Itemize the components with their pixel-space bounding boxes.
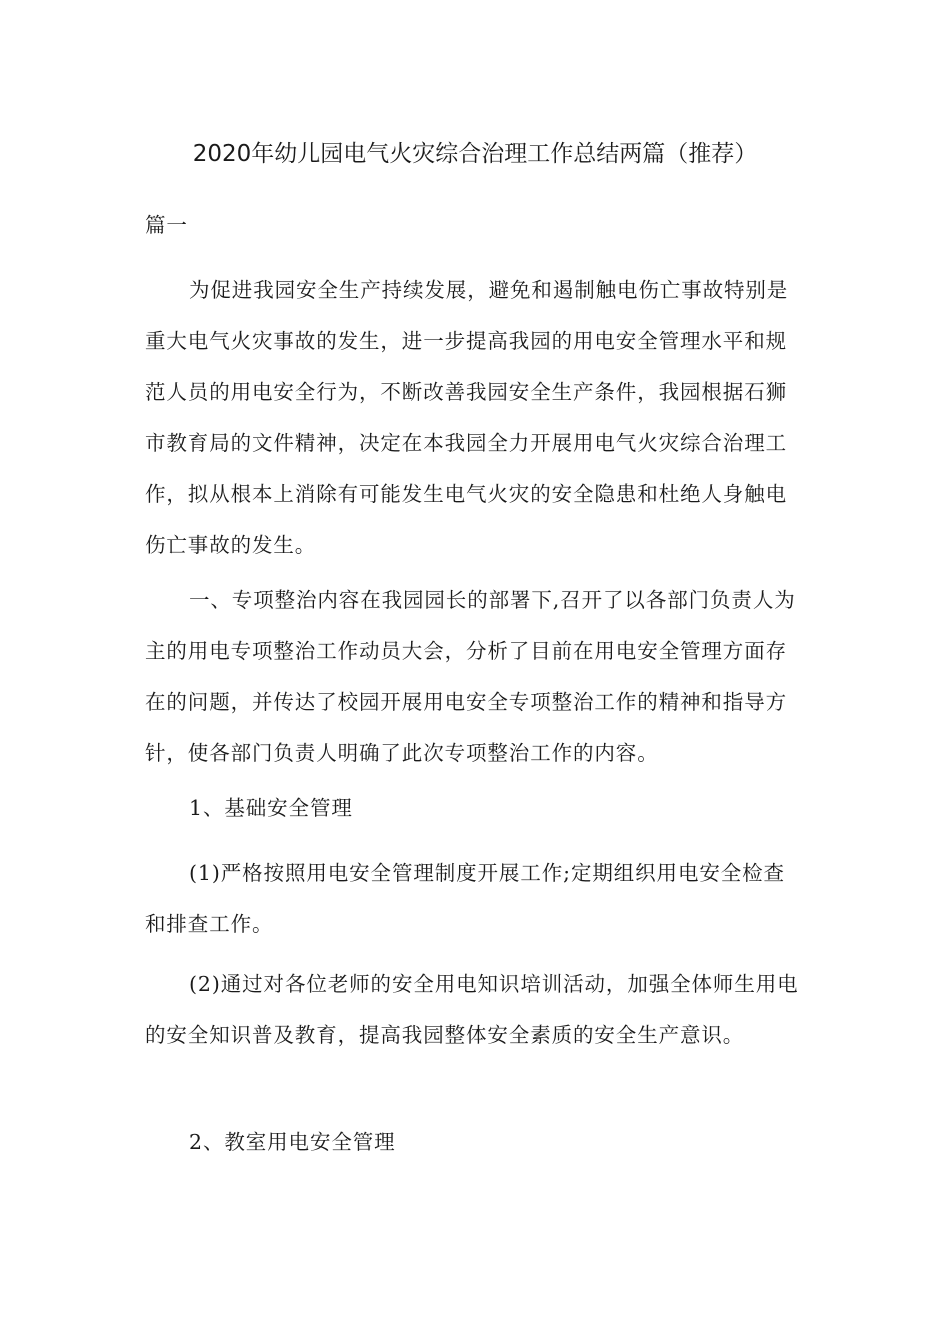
section-one-paragraph: 一、专项整治内容在我园园长的部署下,召开了以各部门负责人为主的用电专项整治工作动员大会，分析了目前在用电安全管理方面存在的问题，并传达了校园开展用电安全专项整治工作的精神和指导方针，使各部门负责人明确了此次专项整治工作的内容。	[145, 588, 796, 765]
section-label: 篇一	[145, 213, 188, 237]
item-1-sub-1: (1)严格按照用电安全管理制度开展工作;定期组织用电安全检查和排查工作。	[145, 861, 785, 936]
item-1-sub-2: (2)通过对各位老师的安全用电知识培训活动，加强全体师生用电的安全知识普及教育，提高我园整体安全素质的安全生产意识。	[145, 972, 799, 1047]
intro-paragraph: 为促进我园安全生产持续发展，避免和遏制触电伤亡事故特别是重大电气火灾事故的发生，进一步提高我园的用电安全管理水平和规范人员的用电安全行为，不断改善我园安全生产条件，我园根据石狮市教育局的文件精神，决定在本我园全力开展用电气火灾综合治理工作，拟从根本上消除有可能发生电气火灾的安全隐患和杜绝人身触电伤亡事故的发生。	[145, 278, 789, 557]
item-2-heading: 2、教室用电安全管理	[189, 1130, 396, 1154]
item-1-heading: 1、基础安全管理	[189, 796, 353, 820]
document-title: 2020年幼儿园电气火灾综合治理工作总结两篇（推荐）	[192, 141, 758, 167]
